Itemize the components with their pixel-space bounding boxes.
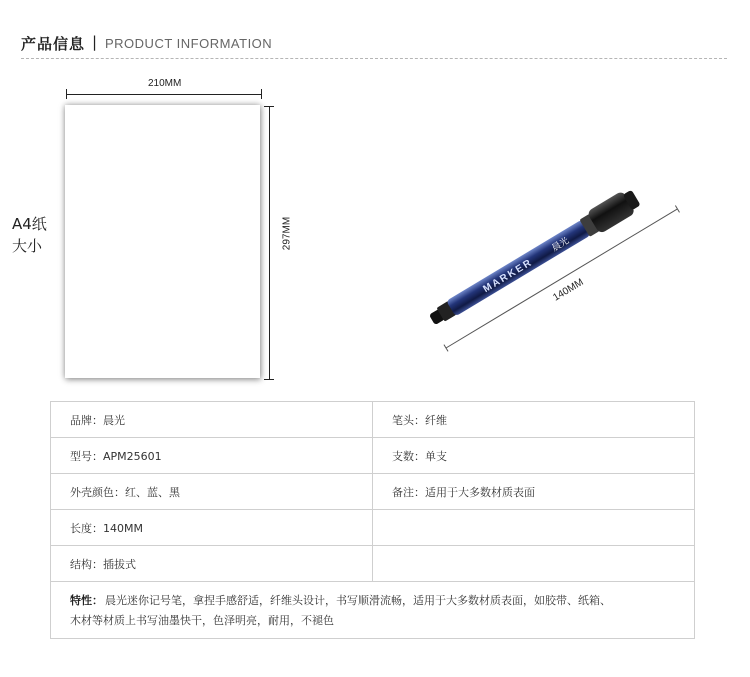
features-label: 特性： [70,594,103,607]
marker-pen-illustration [410,130,710,360]
spec-empty-cell [373,510,695,546]
spec-note: 备注：适用于大多数材质表面 [373,474,695,510]
features-line1: 晨光迷你记号笔，拿捏手感舒适，纤维头设计，书写顺滑流畅，适用于大多数材质表面，如胶带、纸箱、 [105,594,611,607]
a4-size-label-line1: A4纸 [12,215,47,233]
width-dimension-tick-right [261,89,262,99]
pen-length-line [446,209,677,348]
height-dimension-tick-top [264,106,274,107]
table-row [51,402,695,438]
table-row [51,438,695,474]
pen-length-tick-end [675,206,679,213]
header-divider [21,58,727,59]
spec-model: 型号：APM25601 [51,438,373,474]
height-dimension-line [269,106,270,379]
pen-length-tick-start [444,345,448,352]
table-row [51,510,695,546]
a4-paper-illustration [65,105,260,378]
width-dimension-line [66,94,261,95]
pen-brand-text: 晨光 [550,236,572,254]
width-dimension-tick-left [66,89,67,99]
features-line2: 木材等材质上书写油墨快干，色泽明亮，耐用，不褪色 [70,614,334,627]
spec-empty-cell [373,546,695,582]
pen-body-text: MARKER [481,256,535,296]
spec-tip: 笔头：纤维 [373,402,695,438]
table-row [51,474,695,510]
paper-width-label: 210MM [148,78,182,89]
section-title: 产品信息 [21,35,86,53]
a4-size-label-line2: 大小 [12,237,43,255]
spec-length: 长度：140MM [51,510,373,546]
spec-colors: 外壳颜色：红、蓝、黑 [51,474,373,510]
height-dimension-tick-bottom [264,379,274,380]
table-row [51,582,695,639]
pen-length-label: 140MM [551,276,586,304]
table-row [51,546,695,582]
spec-features [51,582,695,639]
a4-size-label [12,213,47,257]
spec-brand: 品牌：晨光 [51,402,373,438]
paper-height-label: 297MM [281,216,293,251]
spec-quantity: 支数：单支 [373,438,695,474]
spec-table [50,401,695,639]
section-subtitle: PRODUCT INFORMATION [105,36,273,51]
title-separator: | [92,33,98,51]
spec-structure: 结构：插拔式 [51,546,373,582]
